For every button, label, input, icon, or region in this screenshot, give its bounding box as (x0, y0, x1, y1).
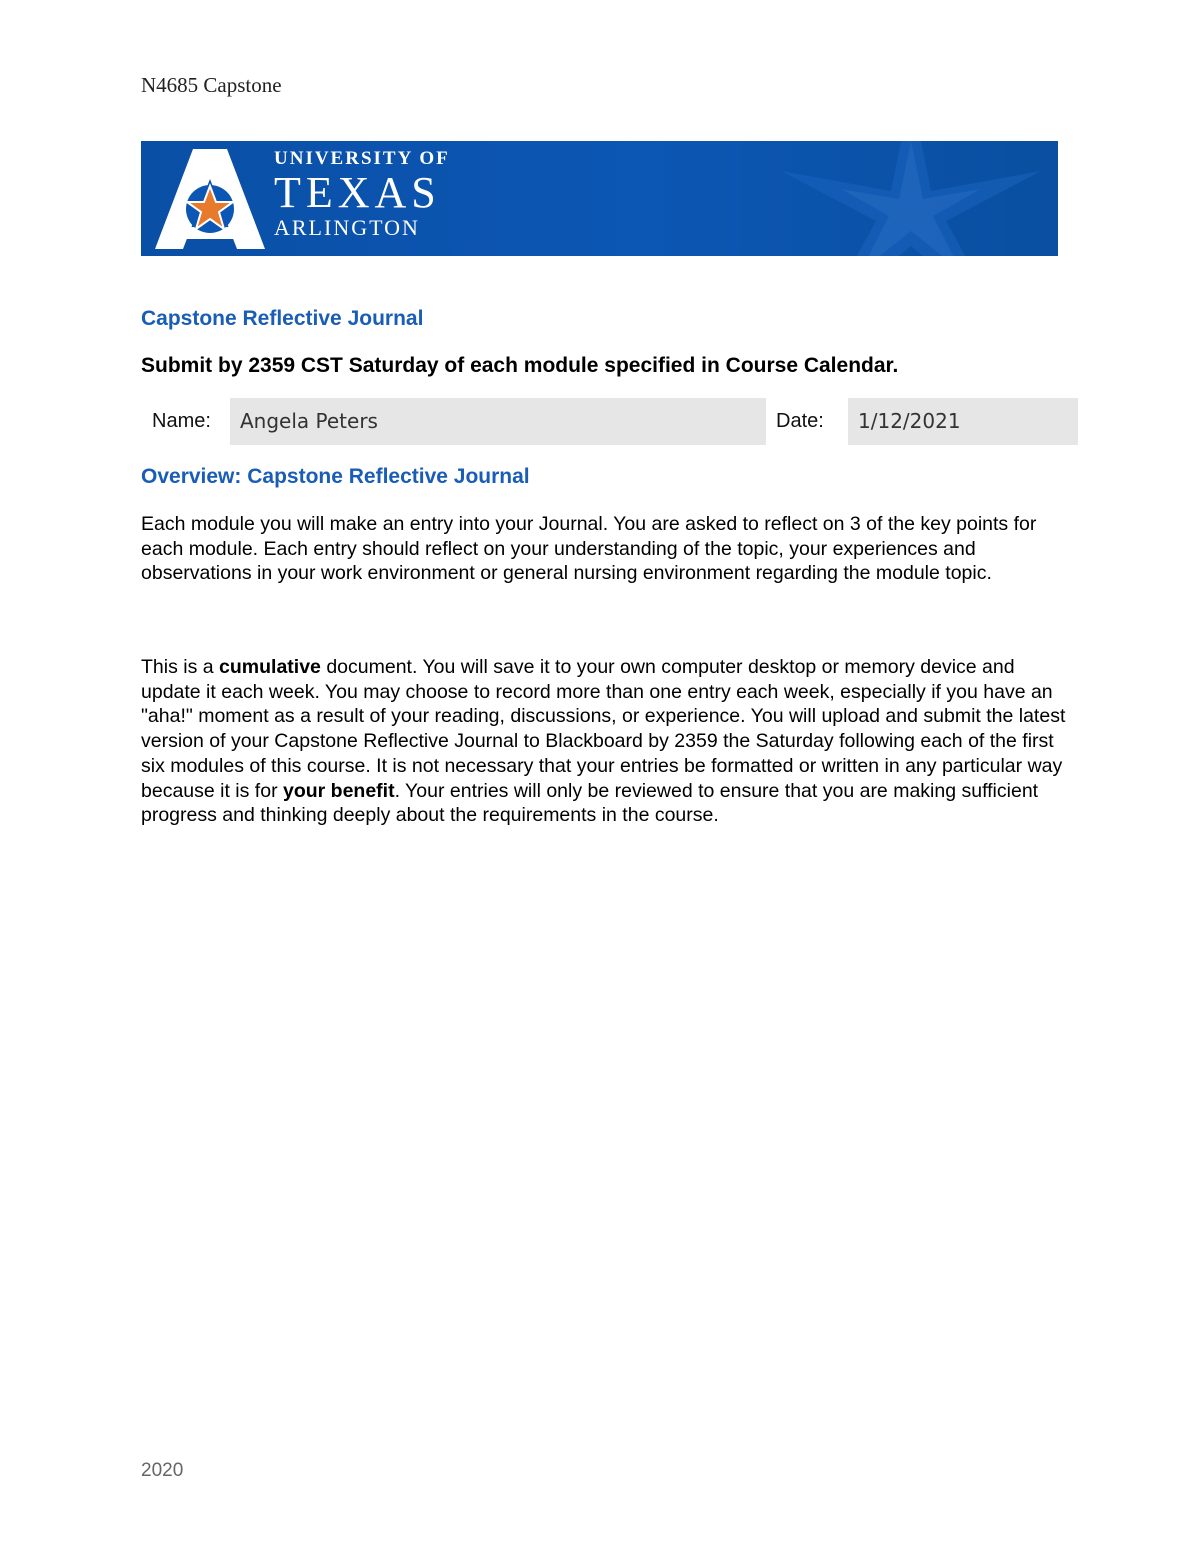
wordmark-line-arlington: ARLINGTON (274, 215, 420, 240)
paragraph-2-bold-cumulative: cumulative (219, 656, 321, 678)
university-wordmark (274, 147, 450, 241)
uta-a-logo-icon (155, 149, 265, 249)
wordmark-line-texas: TEXAS (274, 168, 441, 217)
paragraph-2-text-c: . Your entries will only be reviewed to ensure that you are making sufficient progress and thinking deeply about the requirements in the course. (141, 779, 1039, 827)
wordmark-line-university-of: UNIVERSITY OF (274, 148, 450, 169)
background-star-icon (741, 141, 1058, 256)
name-label: Name: (152, 410, 211, 432)
name-field[interactable]: Angela Peters (230, 398, 766, 445)
page-footer-year: 2020 (141, 1460, 184, 1481)
submit-instruction: Submit by 2359 CST Saturday of each module specified in Course Calendar. (141, 354, 899, 377)
document-title: Capstone Reflective Journal (141, 307, 424, 330)
paragraph-2-text-b: document. You will save it to your own computer desktop or memory device and update it each week. You may choose to record more than one entry each week, especially if you have an "aha!" moment as a result of your reading, discussions, or experience. You will upload and submit the latest version of your Capstone Reflective Journal to Blackboard by 2359 the Saturday following each of the first six modules of this course. It is not necessary that your entries be formatted or written in any particular way because it is for (141, 656, 1066, 802)
overview-heading: Overview: Capstone Reflective Journal (141, 465, 530, 488)
paragraph-2-bold-your-benefit: your benefit (282, 779, 395, 802)
overview-paragraph-1: Each module you will make an entry into your Journal. You are asked to reflect on 3 of the key points for each module. Each entry should reflect on your understanding of the topic, your experiences and observations in your work environment or general nursing environment regarding the module topic. (141, 513, 1037, 585)
overview-paragraph-2 (141, 655, 1071, 828)
date-field[interactable]: 1/12/2021 (848, 398, 1078, 445)
paragraph-2-text-a: This is a (141, 656, 220, 678)
university-banner (141, 141, 1058, 256)
date-label: Date: (776, 410, 824, 432)
name-date-row (141, 398, 1078, 445)
page-header: N4685 Capstone (141, 73, 282, 97)
